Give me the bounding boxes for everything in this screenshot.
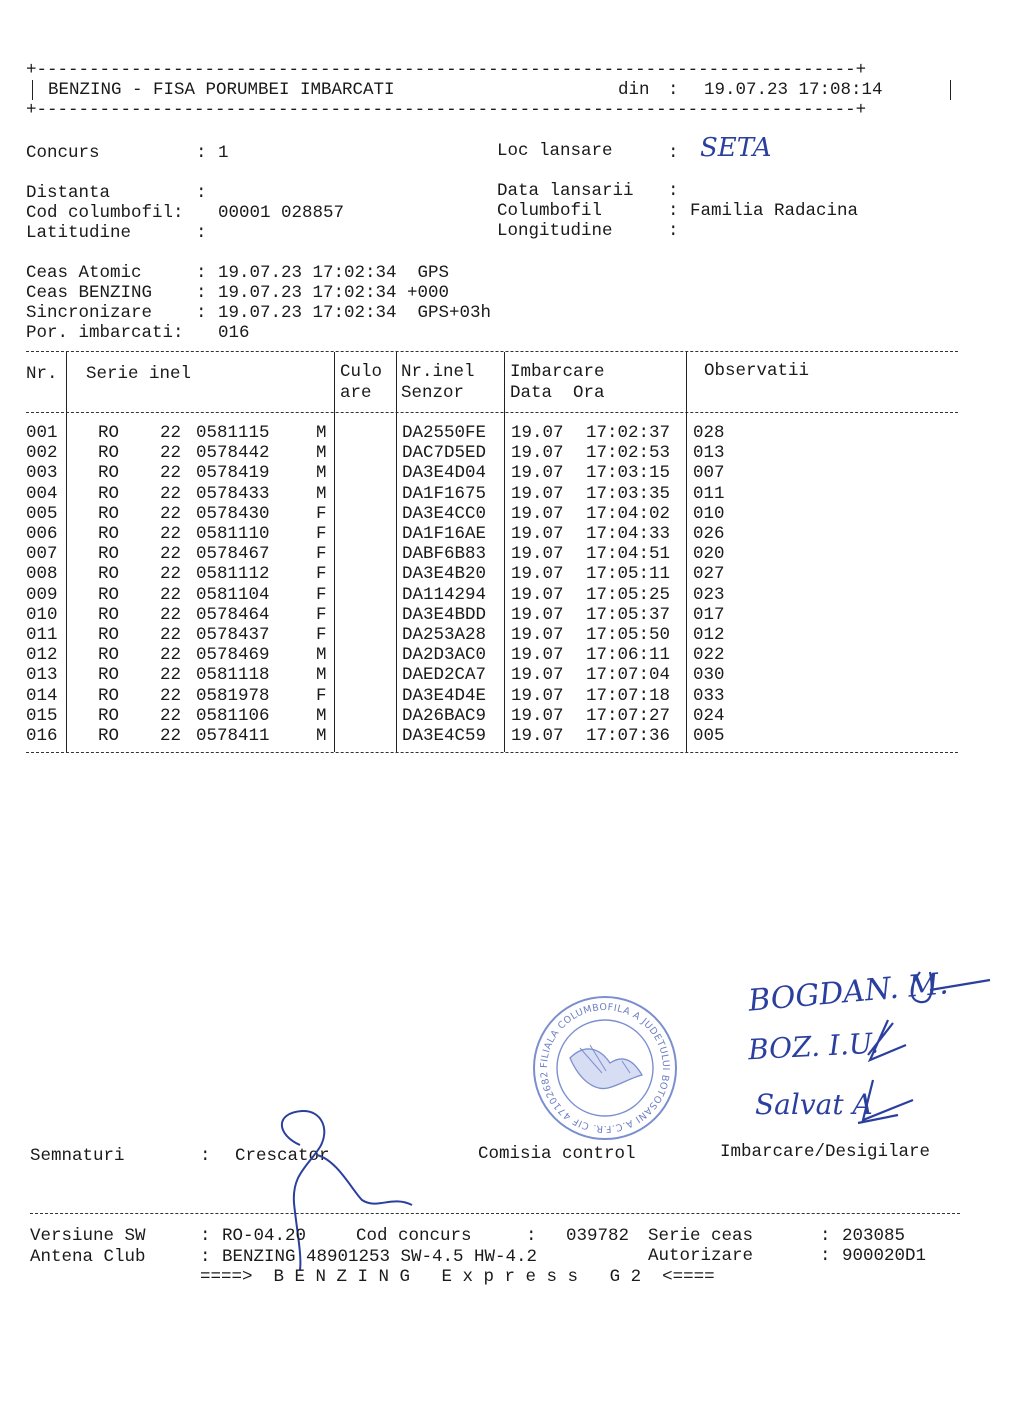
row-observatii: 026: [693, 524, 725, 544]
row-sex: F: [316, 604, 327, 625]
signature-scribble-2: [858, 1015, 918, 1065]
serie-ceas-value: 203085: [842, 1226, 906, 1246]
table-row: [0, 645, 1024, 665]
header-border-bottom: +------------------------------------------------------------------------------+: [26, 100, 867, 120]
cod-concurs-colon: :: [526, 1226, 537, 1246]
semnaturi-label: Semnaturi: [30, 1146, 125, 1166]
latitudine-label: Latitudine: [26, 223, 132, 243]
latitudine-colon: :: [196, 223, 207, 243]
columbofil-colon: :: [668, 201, 679, 221]
row-year: 22: [160, 423, 182, 443]
row-observatii: 030: [693, 665, 725, 686]
ceas-atomic-value: 19.07.23 17:02:34 GPS: [218, 263, 450, 283]
loc-colon: :: [668, 143, 679, 163]
ceas-benzing-value: 19.07.23 17:02:34 +000: [218, 283, 450, 303]
distanta-label: Distanta: [26, 183, 111, 203]
versiune-colon: :: [200, 1226, 211, 1246]
header-border-right: [950, 80, 951, 100]
row-ring: 0581104: [196, 584, 270, 605]
semnaturi-colon: :: [200, 1146, 211, 1166]
loc-value-handwritten: SETA: [700, 133, 772, 163]
row-nr: 003: [26, 463, 58, 484]
row-sex: F: [316, 584, 327, 605]
row-time: 17:02:53: [586, 443, 671, 464]
table-row: [0, 686, 1024, 706]
longitudine-label: Longitudine: [497, 221, 613, 241]
table-rule-top: [26, 351, 958, 352]
table-row: [0, 605, 1024, 625]
row-ring: 0578437: [196, 625, 270, 645]
row-ring: 0578430: [196, 503, 270, 524]
data-lansarii-label: Data lansarii: [497, 181, 634, 201]
col-observatii-header: Observatii: [704, 361, 810, 381]
row-date: 19.07: [511, 645, 564, 666]
row-time: 17:07:36: [586, 726, 671, 746]
row-country: RO: [98, 544, 120, 565]
row-date: 19.07: [511, 483, 564, 504]
columbofil-label: Columbofil: [497, 201, 603, 221]
row-country: RO: [98, 625, 120, 645]
row-observatii: 027: [693, 564, 725, 585]
cod-value: 00001 028857: [218, 203, 345, 223]
antena-colon: :: [200, 1247, 211, 1267]
table-row: [0, 524, 1024, 544]
row-year: 22: [160, 524, 182, 544]
autorizare-colon: :: [820, 1246, 831, 1266]
row-observatii: 020: [693, 544, 725, 565]
row-sensor: DA3E4D04: [402, 463, 487, 484]
sincronizare-label: Sincronizare: [26, 303, 153, 323]
table-row: [0, 585, 1024, 605]
signature-boz: BOZ. I.U.: [747, 1026, 880, 1067]
row-nr: 001: [26, 423, 58, 443]
row-sex: F: [316, 564, 327, 585]
row-nr: 010: [26, 604, 58, 625]
concurs-value: 1: [218, 143, 229, 163]
row-nr: 007: [26, 544, 58, 565]
row-nr: 009: [26, 584, 58, 605]
stamp-text: FILIALA COLUMBOFILA A JUDETULUI BOTOSANI A.C.F.R. CIF 47102682: [538, 1001, 672, 1135]
row-time: 17:04:02: [586, 503, 671, 524]
row-country: RO: [98, 423, 120, 443]
row-country: RO: [98, 503, 120, 524]
antena-value: BENZING 48901253 SW-4.5 HW-4.2: [222, 1247, 538, 1267]
row-country: RO: [98, 665, 120, 686]
table-row: [0, 423, 1024, 443]
row-country: RO: [98, 524, 120, 544]
col-imbarcare-header-2: Data Ora: [510, 383, 605, 403]
row-time: 17:04:33: [586, 524, 671, 544]
ceas-atomic-label: Ceas Atomic: [26, 263, 142, 283]
row-sex: M: [316, 463, 327, 484]
row-date: 19.07: [511, 665, 564, 686]
row-ring: 0581106: [196, 705, 270, 726]
row-nr: 011: [26, 625, 58, 645]
table-row: [0, 726, 1024, 746]
row-sex: M: [316, 665, 327, 686]
row-sensor: DAED2CA7: [402, 665, 487, 686]
row-date: 19.07: [511, 705, 564, 726]
row-country: RO: [98, 726, 120, 746]
row-sensor: DA3E4BDD: [402, 604, 487, 625]
row-year: 22: [160, 685, 182, 706]
row-sex: F: [316, 524, 327, 544]
row-date: 19.07: [511, 463, 564, 484]
row-ring: 0578442: [196, 443, 270, 464]
data-lansarii-colon: :: [668, 181, 679, 201]
cod-concurs-value: 039782: [566, 1226, 630, 1246]
col-nrinel-header-1: Nr.inel: [401, 362, 475, 382]
row-country: RO: [98, 705, 120, 726]
table-row: [0, 504, 1024, 524]
row-year: 22: [160, 726, 182, 746]
row-time: 17:05:25: [586, 584, 671, 605]
row-ring: 0578419: [196, 463, 270, 484]
row-sensor: DABF6B83: [402, 544, 487, 565]
crescator-label: Crescator: [235, 1146, 330, 1166]
row-date: 19.07: [511, 443, 564, 464]
row-country: RO: [98, 443, 120, 464]
loc-label: Loc lansare: [497, 141, 613, 161]
row-date: 19.07: [511, 625, 564, 645]
row-year: 22: [160, 665, 182, 686]
table-row: [0, 463, 1024, 483]
row-year: 22: [160, 564, 182, 585]
col-nr-header: Nr.: [26, 364, 58, 384]
club-stamp: [530, 993, 680, 1143]
page-title: BENZING - FISA PORUMBEI IMBARCATI: [48, 80, 395, 100]
row-country: RO: [98, 483, 120, 504]
col-culoare-header-1: Culo: [340, 362, 383, 382]
table-row: [0, 625, 1024, 645]
row-date: 19.07: [511, 726, 564, 746]
row-observatii: 017: [693, 604, 725, 625]
row-nr: 004: [26, 483, 58, 504]
table-rule-header: [26, 412, 958, 413]
row-date: 19.07: [511, 584, 564, 605]
row-sex: M: [316, 483, 327, 504]
longitudine-colon: :: [668, 221, 679, 241]
antena-label: Antena Club: [30, 1247, 146, 1267]
row-sensor: DA1F1675: [402, 483, 487, 504]
row-ring: 0578433: [196, 483, 270, 504]
row-time: 17:03:15: [586, 463, 671, 484]
row-year: 22: [160, 463, 182, 484]
row-nr: 006: [26, 524, 58, 544]
row-date: 19.07: [511, 544, 564, 565]
table-row: [0, 484, 1024, 504]
row-sex: M: [316, 443, 327, 464]
sincronizare-value: 19.07.23 17:02:34 GPS+03h: [218, 303, 492, 323]
row-sensor: DAC7D5ED: [402, 443, 487, 464]
row-year: 22: [160, 604, 182, 625]
footer-banner: ====> B E N Z I N G E x p r e s s G 2 <====: [200, 1267, 715, 1287]
row-ring: 0581112: [196, 564, 270, 585]
row-time: 17:05:37: [586, 604, 671, 625]
row-sensor: DA2550FE: [402, 423, 487, 443]
comisia-label: Comisia control: [478, 1144, 636, 1164]
row-date: 19.07: [511, 685, 564, 706]
row-nr: 015: [26, 705, 58, 726]
sincronizare-colon: :: [196, 303, 207, 323]
header-border-left: [32, 80, 33, 100]
row-sex: F: [316, 544, 327, 565]
row-ring: 0578464: [196, 604, 270, 625]
row-sensor: DA3E4CC0: [402, 503, 487, 524]
row-time: 17:03:35: [586, 483, 671, 504]
row-observatii: 028: [693, 423, 725, 443]
serie-ceas-label: Serie ceas: [648, 1226, 754, 1246]
row-sex: F: [316, 625, 327, 645]
row-time: 17:07:27: [586, 705, 671, 726]
row-sensor: DA3E4C59: [402, 726, 487, 746]
ceas-benzing-label: Ceas BENZING: [26, 283, 153, 303]
row-nr: 013: [26, 665, 58, 686]
row-sex: F: [316, 503, 327, 524]
row-observatii: 024: [693, 705, 725, 726]
header-date-label: din: [618, 80, 650, 100]
row-ring: 0581978: [196, 685, 270, 706]
row-ring: 0578411: [196, 726, 270, 746]
row-sensor: DA3E4B20: [402, 564, 487, 585]
row-year: 22: [160, 544, 182, 565]
header-colon: :: [668, 80, 679, 100]
row-time: 17:06:11: [586, 645, 671, 666]
row-country: RO: [98, 645, 120, 666]
row-year: 22: [160, 645, 182, 666]
col-culoare-header-2: are: [340, 383, 372, 403]
row-observatii: 007: [693, 463, 725, 484]
row-date: 19.07: [511, 503, 564, 524]
row-nr: 016: [26, 726, 58, 746]
row-time: 17:02:37: [586, 423, 671, 443]
row-sensor: DA2D3AC0: [402, 645, 487, 666]
row-observatii: 023: [693, 584, 725, 605]
versiune-label: Versiune SW: [30, 1226, 146, 1246]
row-time: 17:05:50: [586, 625, 671, 645]
row-nr: 008: [26, 564, 58, 585]
row-ring: 0581118: [196, 665, 270, 686]
row-observatii: 033: [693, 685, 725, 706]
row-sensor: DA3E4D4E: [402, 685, 487, 706]
signature-bogdan: BOGDAN. M.: [746, 966, 950, 1019]
col-nrinel-header-2: Senzor: [401, 383, 465, 403]
row-ring: 0578467: [196, 544, 270, 565]
por-imbarcati-value: 016: [218, 323, 250, 343]
row-country: RO: [98, 463, 120, 484]
row-time: 17:07:04: [586, 665, 671, 686]
row-observatii: 022: [693, 645, 725, 666]
row-sex: M: [316, 705, 327, 726]
imbarcare-label: Imbarcare/Desigilare: [720, 1142, 931, 1162]
serie-ceas-colon: :: [820, 1226, 831, 1246]
concurs-colon: :: [196, 143, 207, 163]
table-rule-bottom: [26, 752, 958, 753]
row-year: 22: [160, 503, 182, 524]
col-serie-header: Serie inel: [86, 364, 192, 384]
row-year: 22: [160, 705, 182, 726]
row-sensor: DA1F16AE: [402, 524, 487, 544]
row-nr: 002: [26, 443, 58, 464]
row-country: RO: [98, 564, 120, 585]
row-date: 19.07: [511, 564, 564, 585]
ceas-benzing-colon: :: [196, 283, 207, 303]
footer-rule: [30, 1213, 960, 1214]
row-country: RO: [98, 685, 120, 706]
row-sensor: DA253A28: [402, 625, 487, 645]
table-row: [0, 665, 1024, 685]
row-sex: F: [316, 685, 327, 706]
row-nr: 012: [26, 645, 58, 666]
header-border-top: +------------------------------------------------------------------------------+: [26, 60, 867, 80]
autorizare-label: Autorizare: [648, 1246, 754, 1266]
row-ring: 0581115: [196, 423, 270, 443]
signature-salvat: Salvat A: [755, 1088, 873, 1121]
distanta-colon: :: [196, 183, 207, 203]
row-date: 19.07: [511, 524, 564, 544]
row-observatii: 012: [693, 625, 725, 645]
columbofil-value: Familia Radacina: [690, 201, 859, 221]
row-sensor: DA26BAC9: [402, 705, 487, 726]
row-sex: M: [316, 423, 327, 443]
concurs-label: Concurs: [26, 143, 100, 163]
por-imbarcati-label: Por. imbarcati:: [26, 323, 184, 343]
row-observatii: 013: [693, 443, 725, 464]
versiune-value: RO-04.20: [222, 1226, 307, 1246]
row-nr: 014: [26, 685, 58, 706]
row-year: 22: [160, 443, 182, 464]
row-observatii: 011: [693, 483, 725, 504]
row-country: RO: [98, 604, 120, 625]
row-sex: M: [316, 645, 327, 666]
table-row: [0, 443, 1024, 463]
row-time: 17:04:51: [586, 544, 671, 565]
cod-label: Cod columbofil:: [26, 203, 184, 223]
table-row: [0, 544, 1024, 564]
row-date: 19.07: [511, 423, 564, 443]
row-country: RO: [98, 584, 120, 605]
row-sex: M: [316, 726, 327, 746]
row-nr: 005: [26, 503, 58, 524]
row-ring: 0581110: [196, 524, 270, 544]
row-ring: 0578469: [196, 645, 270, 666]
row-time: 17:05:11: [586, 564, 671, 585]
table-row: [0, 564, 1024, 584]
row-observatii: 005: [693, 726, 725, 746]
ceas-atomic-colon: :: [196, 263, 207, 283]
row-time: 17:07:18: [586, 685, 671, 706]
autorizare-value: 900020D1: [842, 1246, 927, 1266]
col-imbarcare-header-1: Imbarcare: [510, 362, 605, 382]
row-date: 19.07: [511, 604, 564, 625]
row-year: 22: [160, 483, 182, 504]
signature-scribble-3: [838, 1075, 928, 1130]
cod-concurs-label: Cod concurs: [356, 1226, 472, 1246]
row-observatii: 010: [693, 503, 725, 524]
table-row: [0, 706, 1024, 726]
header-date-value: 19.07.23 17:08:14: [704, 80, 883, 100]
row-sensor: DA114294: [402, 584, 487, 605]
row-year: 22: [160, 625, 182, 645]
row-year: 22: [160, 584, 182, 605]
signature-scribble-1: [890, 960, 1000, 1010]
